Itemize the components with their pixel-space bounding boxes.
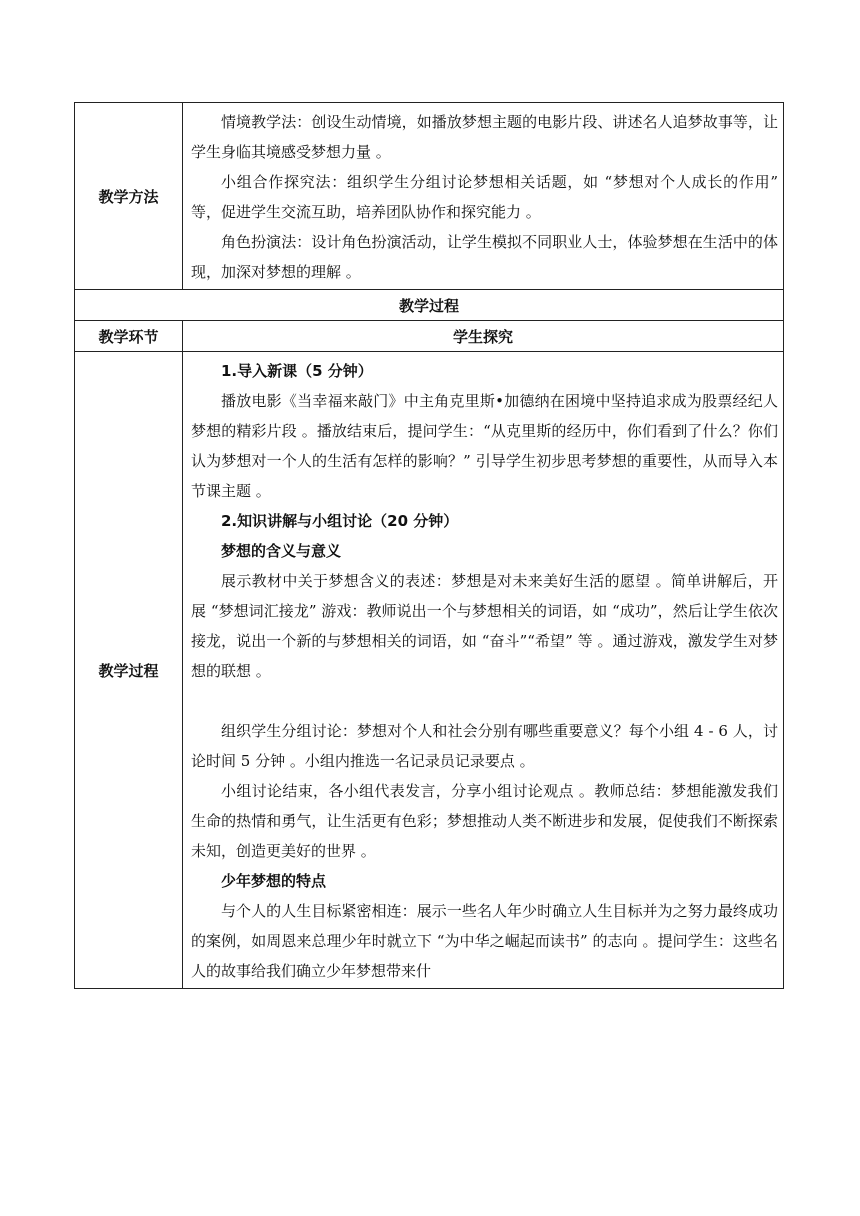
process-label: 教学过程 <box>75 352 183 989</box>
method-group-inquiry: 小组合作探究法：组织学生分组讨论梦想相关话题，如 “梦想对个人成长的作用” 等，促进学生交流互助，培养团队协作和探究能力 。 <box>191 173 778 221</box>
column-header-right: 学生探究 <box>183 321 784 352</box>
column-header-left: 教学环节 <box>75 321 183 352</box>
methods-row <box>75 103 784 290</box>
method-role-play: 角色扮演法：设计角色扮演活动，让学生模拟不同职业人士，体验梦想在生活中的体现，加深对梦想的理解 。 <box>191 233 778 281</box>
section-title-row <box>75 290 784 321</box>
lesson-plan-table <box>74 102 784 989</box>
methods-content <box>183 103 784 290</box>
heading-knowledge: 2.知识讲解与小组讨论（20 分钟） <box>221 512 459 530</box>
spacer <box>191 686 778 716</box>
methods-label: 教学方法 <box>75 103 183 290</box>
process-row <box>75 352 784 989</box>
paragraph-group-discussion: 组织学生分组讨论：梦想对个人和社会分别有哪些重要意义？每个小组 4 - 6 人，讨论时间 5 分钟 。小组内推选一名记录员记录要点 。 <box>191 722 778 770</box>
method-situational: 情境教学法：创设生动情境，如播放梦想主题的电影片段、讲述名人追梦故事等，让学生身临其境感受梦想力量 。 <box>191 113 778 161</box>
paragraph-summary: 小组讨论结束，各小组代表发言，分享小组讨论观点 。教师总结：梦想能激发我们生命的热情和勇气，让生活更有色彩；梦想推动人类不断进步和发展，促使我们不断探索未知，创造更美好的世界 。 <box>191 782 778 860</box>
paragraph-features: 与个人的人生目标紧密相连：展示一些名人年少时确立人生目标并为之努力最终成功的案例，如周恩来总理少年时就立下 “为中华之崛起而读书” 的志向 。提问学生：这些名人的故事给我们确立少年梦想带来什 <box>191 902 778 980</box>
paragraph-intro: 播放电影《当幸福来敲门》中主角克里斯•加德纳在困境中坚持追求成为股票经纪人梦想的精彩片段 。播放结束后，提问学生：“从克里斯的经历中，你们看到了什么？你们认为梦想对一个人的生活有怎样的影响？” 引导学生初步思考梦想的重要性，从而导入本节课主题 。 <box>191 392 778 500</box>
heading-intro: 1.导入新课（5 分钟） <box>221 362 373 380</box>
process-content <box>183 352 784 989</box>
column-header-row <box>75 321 784 352</box>
paragraph-meaning: 展示教材中关于梦想含义的表述：梦想是对未来美好生活的愿望 。简单讲解后，开展 “梦想词汇接龙” 游戏：教师说出一个与梦想相关的词语，如 “成功”，然后让学生依次接龙，说出一个新的与梦想相关的词语，如 “奋斗”“希望” 等 。通过游戏，激发学生对梦想的联想 。 <box>191 572 778 680</box>
section-title: 教学过程 <box>75 290 784 321</box>
heading-meaning: 梦想的含义与意义 <box>221 542 342 560</box>
heading-features: 少年梦想的特点 <box>221 872 327 890</box>
